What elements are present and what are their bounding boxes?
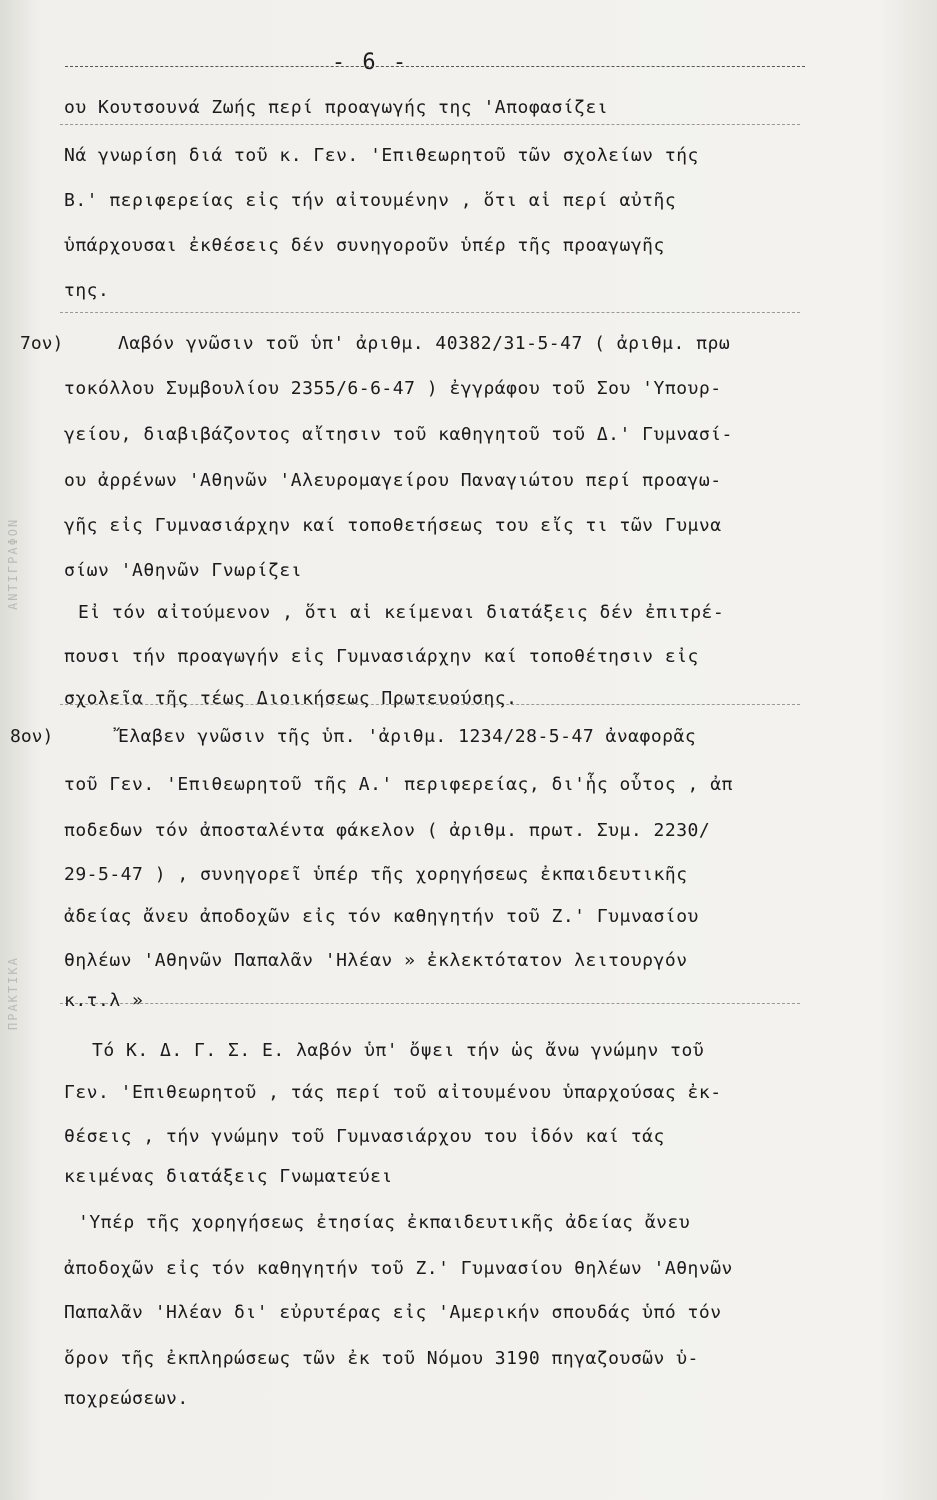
- text-line: Εἰ τόν αἰτούμενον , ὅτι αἱ κείμεναι διατάξεις δέν ἐπιτρέ-: [78, 602, 725, 623]
- item-marker-7: 7ον): [20, 333, 64, 354]
- text-line: Παπαλᾶν 'Ηλέαν δι' εὐρυτέρας εἰς 'Αμερικήν σπουδάς ὑπό τόν: [64, 1302, 722, 1323]
- text-line: θέσεις , τήν γνώμην τοῦ Γυμνασιάρχου του ἰδόν καί τάς: [64, 1126, 665, 1147]
- text-line: ου Κουτσουνά Ζωής περί προαγωγής της 'Αποφασίζει: [64, 97, 609, 118]
- text-line: ὅρον τῆς ἐκπληρώσεως τῶν ἐκ τοῦ Νόμου 3190 πηγαζουσῶν ὑ-: [64, 1348, 699, 1369]
- text-line: Β.' περιφερείας εἰς τήν αἰτουμένην , ὅτι αἱ περί αὐτῆς: [64, 190, 677, 211]
- text-line: Νά γνωρίση διά τοῦ κ. Γεν. 'Επιθεωρητοῦ τῶν σχολείων τής: [64, 145, 699, 166]
- item-marker-8: 8ον): [10, 726, 54, 747]
- margin-bleed: ΠΡΑΚΤΙΚΑ: [6, 956, 20, 1030]
- text-line: Λαβόν γνῶσιν τοῦ ὑπ' ἀριθμ. 40382/31-5-47 ( ἀριθμ. πρω: [118, 333, 731, 354]
- text-line: 29-5-47 ) , συνηγορεῖ ὑπέρ τῆς χορηγήσεως ἐκπαιδευτικῆς: [64, 864, 688, 885]
- text-line: Τό Κ. Δ. Γ. Σ. Ε. λαβόν ὑπ' ὄψει τήν ὡς ἄνω γνώμην τοῦ: [92, 1040, 705, 1061]
- guide-line: [60, 312, 800, 313]
- text-line: ποδεδων τόν ἀποσταλέντα φάκελον ( ἀριθμ. πρωτ. Συμ. 2230/: [64, 820, 711, 841]
- text-line: ἀποδοχῶν εἰς τόν καθηγητήν τοῦ Ζ.' Γυμνασίου θηλέων 'Αθηνῶν: [64, 1258, 733, 1279]
- page-number: - 6 -: [331, 50, 409, 75]
- text-line: κ.τ.λ »: [64, 990, 144, 1011]
- text-line: πουσι τήν προαγωγήν εἰς Γυμνασιάρχην καί τοποθέτησιν εἰς: [64, 646, 699, 667]
- margin-bleed: ΑΝΤΙΓΡΑΦΟΝ: [6, 517, 20, 610]
- text-line: γῆς εἰς Γυμνασιάρχην καί τοποθετήσεως του εἴς τι τῶν Γυμνα: [64, 515, 722, 536]
- text-line: ὑπάρχουσαι ἐκθέσεις δέν συνηγοροῦν ὑπέρ τῆς προαγωγῆς: [64, 235, 665, 256]
- text-line: Ἔλαβεν γνῶσιν τῆς ὑπ. 'ἀριθμ. 1234/28-5-47 ἀναφορᾶς: [118, 726, 697, 747]
- text-line: θηλέων 'Αθηνῶν Παπαλᾶν 'Ηλέαν » ἐκλεκτότατον λειτουργόν: [64, 950, 688, 971]
- text-line: ἀδείας ἄνευ ἀποδοχῶν εἰς τόν καθηγητήν τοῦ Ζ.' Γυμνασίου: [64, 906, 699, 927]
- guide-line: [60, 1003, 800, 1004]
- text-line: σίων 'Αθηνῶν Γνωρίζει: [64, 560, 303, 581]
- text-line: ποχρεώσεων.: [64, 1388, 189, 1409]
- text-line: γείου, διαβιβάζοντος αἴτησιν τοῦ καθηγητοῦ τοῦ Δ.' Γυμνασί-: [64, 424, 733, 445]
- text-line: Γεν. 'Επιθεωρητοῦ , τάς περί τοῦ αἰτουμένου ὑπαρχούσας ἐκ-: [64, 1082, 722, 1103]
- text-line: κειμένας διατάξεις Γνωματεύει: [64, 1166, 393, 1187]
- text-line: τοῦ Γεν. 'Επιθεωρητοῦ τῆς Α.' περιφερείας, δι'ἧς οὗτος , ἀπ: [64, 774, 733, 795]
- text-line: τοκόλλου Συμβουλίου 2355/6-6-47 ) ἐγγράφου τοῦ Σου 'Υπουρ-: [64, 378, 722, 399]
- header-rule: [65, 66, 805, 67]
- text-line: της.: [64, 280, 110, 301]
- text-line: 'Υπέρ τῆς χορηγήσεως ἐτησίας ἐκπαιδευτικῆς ἀδείας ἄνευ: [78, 1212, 691, 1233]
- text-line: ου ἀρρένων 'Αθηνῶν 'Αλευρομαγείρου Παναγιώτου περί προαγω-: [64, 470, 722, 491]
- text-line: σχολεῖα τῆς τέως Διοικήσεως Πρωτευούσης.: [64, 688, 518, 709]
- guide-line: [60, 124, 800, 125]
